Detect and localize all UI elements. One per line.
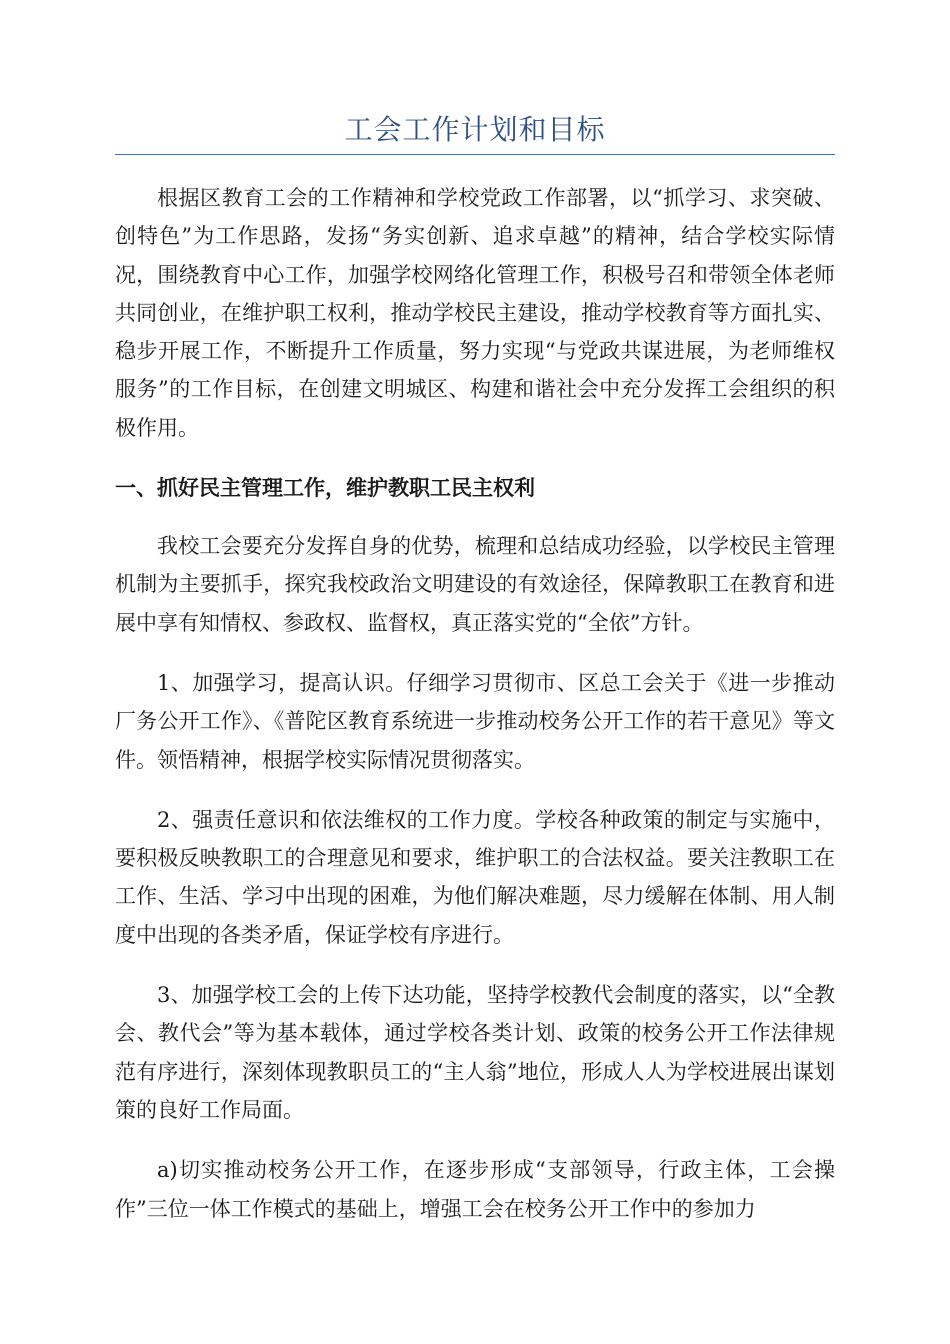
document-title: 工会工作计划和目标 bbox=[344, 113, 606, 146]
section1-item-2: 2、强责任意识和依法维权的工作力度。学校各种政策的制定与实施中，要积极反映教职工的合理意见和要求，维护职工的合法权益。要关注教职工在工作、生活、学习中出现的困难，为他们解决难题，尽力缓解在体制、用人制度中出现的各类矛盾，保证学校有序进行。 bbox=[115, 807, 835, 947]
section1-item-3: 3、加强学校工会的上传下达功能，坚持学校教代会制度的落实，以“全教会、教代会”等为基本载体，通过学校各类计划、政策的校务公开工作法律规范有序进行，深刻体现教职员工的“主人翁”地位，形成人人为学校进展出谋划策的良好工作局面。 bbox=[115, 983, 835, 1122]
intro-paragraph: 根据区教育工会的工作精神和学校党政工作部署，以“抓学习、求突破、创特色”为工作思路，发扬“务实创新、追求卓越”的精神，结合学校实际情况，围绕教育中心工作，加强学校网络化管理工作，积极号召和带领全体老师共同创业，在维护职工权利，推动学校民主建设，推动学校教育等方面扎实、稳步开展工作，不断提升工作质量，努力实现“与党政共谋进展，为老师维权服务”的工作目标，在创建文明城区、构建和谐社会中充分发挥工会组织的积极作用。 bbox=[115, 186, 835, 440]
section1-paragraph: 我校工会要充分发挥自身的优势，梳理和总结成功经验，以学校民主管理机制为主要抓手，探究我校政治文明建设的有效途径，保障教职工在教育和进展中享有知情权、参政权、监督权，真正落实党的“全依”方针。 bbox=[115, 534, 835, 635]
section-heading-1: 一、抓好民主管理工作，维护教职工民主权利 bbox=[115, 476, 535, 501]
title-underline bbox=[115, 154, 835, 155]
document-page bbox=[115, 108, 835, 1250]
section1-item-a: a)切实推动校务公开工作，在逐步形成“支部领导，行政主体，工会操作”三位一体工作模式的基础上，增强工会在校务公开工作中的参加力 bbox=[115, 1158, 835, 1221]
section1-item-1: 1、加强学习，提高认识。仔细学习贯彻市、区总工会关于《进一步推动厂务公开工作》、《普陀区教育系统进一步推动校务公开工作的若干意见》等文件。领悟精神，根据学校实际情况贯彻落实。 bbox=[115, 670, 835, 772]
